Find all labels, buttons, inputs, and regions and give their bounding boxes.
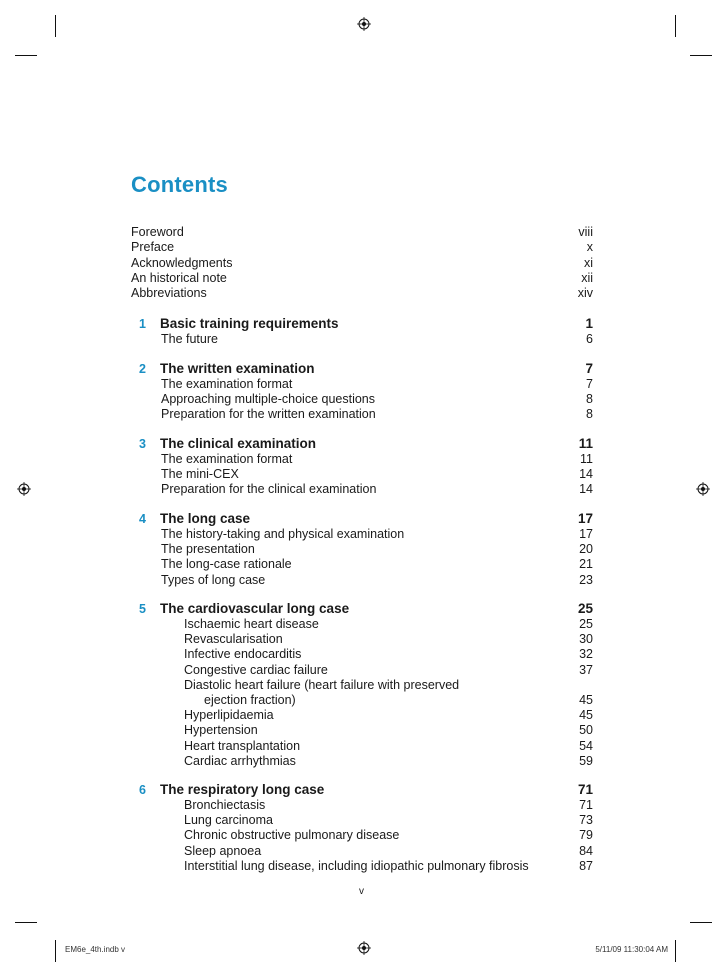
section-title: Ischaemic heart disease	[184, 617, 319, 631]
toc-entry	[131, 225, 593, 240]
chapter-heading	[131, 436, 593, 452]
section-page: 7	[586, 377, 593, 391]
section-entry	[131, 828, 593, 843]
toc-entry-title: Abbreviations	[131, 286, 207, 301]
crop-mark	[675, 15, 676, 37]
section-title: Diastolic heart failure (heart failure with preserved	[184, 677, 460, 692]
chapter-number: 1	[139, 317, 146, 331]
section-entry	[131, 332, 593, 347]
section-title: Preparation for the written examination	[161, 407, 376, 422]
section-page: 87	[579, 858, 593, 873]
section-page: 73	[579, 813, 593, 828]
section-title-continuation: ejection fraction)	[204, 692, 296, 707]
chapter-page: 71	[577, 782, 593, 797]
section-page: 11	[580, 452, 593, 466]
section-entry	[131, 859, 593, 874]
chapter-title: The clinical examination	[160, 436, 317, 451]
chapter-title: Basic training requirements	[160, 316, 339, 331]
chapter-4	[131, 511, 593, 588]
section-entry	[131, 723, 593, 738]
section-entry	[131, 663, 593, 678]
toc-entry-page: x	[586, 240, 593, 255]
section-page: 30	[579, 632, 593, 647]
registration-target-icon	[17, 482, 31, 496]
section-title: Lung carcinoma	[184, 813, 273, 828]
toc-entry-title: Acknowledgments	[131, 255, 233, 270]
section-title: Interstitial lung disease, including idiopathic pulmonary fibrosis	[184, 858, 529, 873]
chapter-number: 5	[139, 602, 146, 616]
print-slug-timestamp: 5/11/09 11:30:04 AM	[595, 945, 668, 954]
section-page: 59	[579, 753, 593, 768]
chapter-page: 25	[577, 601, 593, 616]
chapter-number: 2	[139, 362, 146, 376]
chapter-heading	[131, 316, 593, 332]
section-page: 21	[579, 557, 593, 572]
page-number: v	[359, 886, 364, 897]
registration-target-icon	[696, 482, 710, 496]
toc-entry-page: xii	[581, 270, 593, 285]
section-entry	[131, 632, 593, 647]
section-entry	[131, 482, 593, 497]
chapter-number: 4	[139, 512, 146, 526]
chapter-heading	[131, 361, 593, 377]
section-entry	[131, 708, 593, 723]
section-page: 25	[579, 617, 593, 631]
section-page: 8	[586, 407, 593, 422]
section-title: Preparation for the clinical examination	[161, 482, 377, 497]
front-matter-list	[131, 225, 593, 301]
section-title: Approaching multiple-choice questions	[161, 392, 376, 407]
section-entry	[131, 813, 593, 828]
toc-entry	[131, 256, 593, 271]
section-page: 54	[579, 738, 593, 753]
section-entry	[131, 739, 593, 754]
chapter-5	[131, 601, 593, 769]
chapter-title: The respiratory long case	[160, 782, 325, 797]
section-entry	[131, 573, 593, 588]
section-title: The history-taking and physical examination	[161, 527, 405, 541]
section-entry	[131, 377, 593, 392]
chapter-heading	[131, 601, 593, 617]
page-title: Contents	[131, 172, 228, 197]
chapter-title: The long case	[160, 511, 251, 526]
section-entry	[131, 407, 593, 422]
section-entry	[131, 798, 593, 813]
crop-mark	[675, 940, 676, 962]
section-entry	[131, 392, 593, 407]
chapter-heading	[131, 782, 593, 798]
section-page: 37	[579, 662, 593, 677]
section-entry	[131, 754, 593, 769]
section-entry	[131, 617, 593, 632]
toc-entry-page: viii	[578, 225, 593, 239]
registration-target-icon	[357, 941, 371, 955]
toc-entry-title: Preface	[131, 240, 175, 255]
section-title: Revascularisation	[184, 632, 283, 647]
crop-mark	[15, 55, 37, 56]
chapter-2	[131, 361, 593, 423]
chapter-number: 3	[139, 437, 146, 451]
chapter-page: 17	[577, 511, 593, 526]
section-page: 23	[579, 572, 593, 587]
section-page: 84	[579, 843, 593, 858]
section-page: 45	[579, 708, 593, 723]
toc-entry-title: An historical note	[131, 270, 227, 285]
chapter-title: The cardiovascular long case	[160, 601, 350, 616]
toc-entry-title: Foreword	[131, 225, 184, 239]
section-title: Hypertension	[184, 723, 258, 738]
chapter-number: 6	[139, 783, 146, 797]
section-page: 45	[579, 692, 593, 707]
section-page: 14	[579, 467, 593, 482]
section-page: 32	[579, 647, 593, 662]
section-title: The presentation	[161, 542, 255, 557]
crop-mark	[55, 15, 56, 37]
print-slug-filename: EM6e_4th.indb v	[65, 945, 126, 954]
section-entry	[131, 467, 593, 482]
section-title: Sleep apnoea	[184, 843, 262, 858]
toc-entry-page: xi	[583, 255, 593, 270]
section-title: Cardiac arrhythmias	[184, 753, 296, 768]
section-page: 50	[579, 723, 593, 738]
section-entry	[131, 527, 593, 542]
section-entry	[131, 693, 593, 708]
chapter-page: 7	[585, 361, 593, 376]
toc-entry	[131, 286, 593, 301]
toc-entry	[131, 240, 593, 255]
section-page: 79	[579, 828, 593, 843]
section-entry	[131, 647, 593, 662]
section-title: Types of long case	[161, 572, 266, 587]
crop-mark	[15, 922, 37, 923]
section-entry	[131, 452, 593, 467]
toc-entry	[131, 271, 593, 286]
section-page: 17	[579, 527, 593, 541]
crop-mark	[690, 922, 712, 923]
chapter-6	[131, 782, 593, 874]
crop-mark	[690, 55, 712, 56]
section-page: 6	[586, 332, 593, 346]
section-title: Infective endocarditis	[184, 647, 302, 662]
section-title: Heart transplantation	[184, 738, 301, 753]
section-page: 8	[586, 392, 593, 407]
chapter-heading	[131, 511, 593, 527]
section-title: Chronic obstructive pulmonary disease	[184, 828, 400, 843]
chapter-page: 11	[578, 436, 593, 451]
section-title: Congestive cardiac failure	[184, 662, 328, 677]
crop-mark	[55, 940, 56, 962]
section-entry	[131, 557, 593, 572]
registration-target-icon	[357, 17, 371, 31]
section-page: 14	[579, 482, 593, 497]
chapter-3	[131, 436, 593, 498]
section-page: 20	[579, 542, 593, 557]
section-title: The long-case rationale	[161, 557, 292, 572]
chapter-title: The written examination	[160, 361, 315, 376]
toc-entry-page: xiv	[577, 286, 593, 301]
section-entry	[131, 542, 593, 557]
chapter-1	[131, 316, 593, 347]
section-title: The mini-CEX	[161, 467, 239, 482]
section-title: Hyperlipidaemia	[184, 708, 274, 723]
section-title: The future	[161, 332, 218, 346]
section-entry	[131, 844, 593, 859]
section-title: The examination format	[161, 452, 293, 466]
section-title: The examination format	[161, 377, 293, 391]
section-title: Bronchiectasis	[184, 798, 266, 812]
chapter-page: 1	[585, 316, 593, 331]
section-page: 71	[579, 798, 593, 812]
section-entry	[131, 678, 593, 693]
